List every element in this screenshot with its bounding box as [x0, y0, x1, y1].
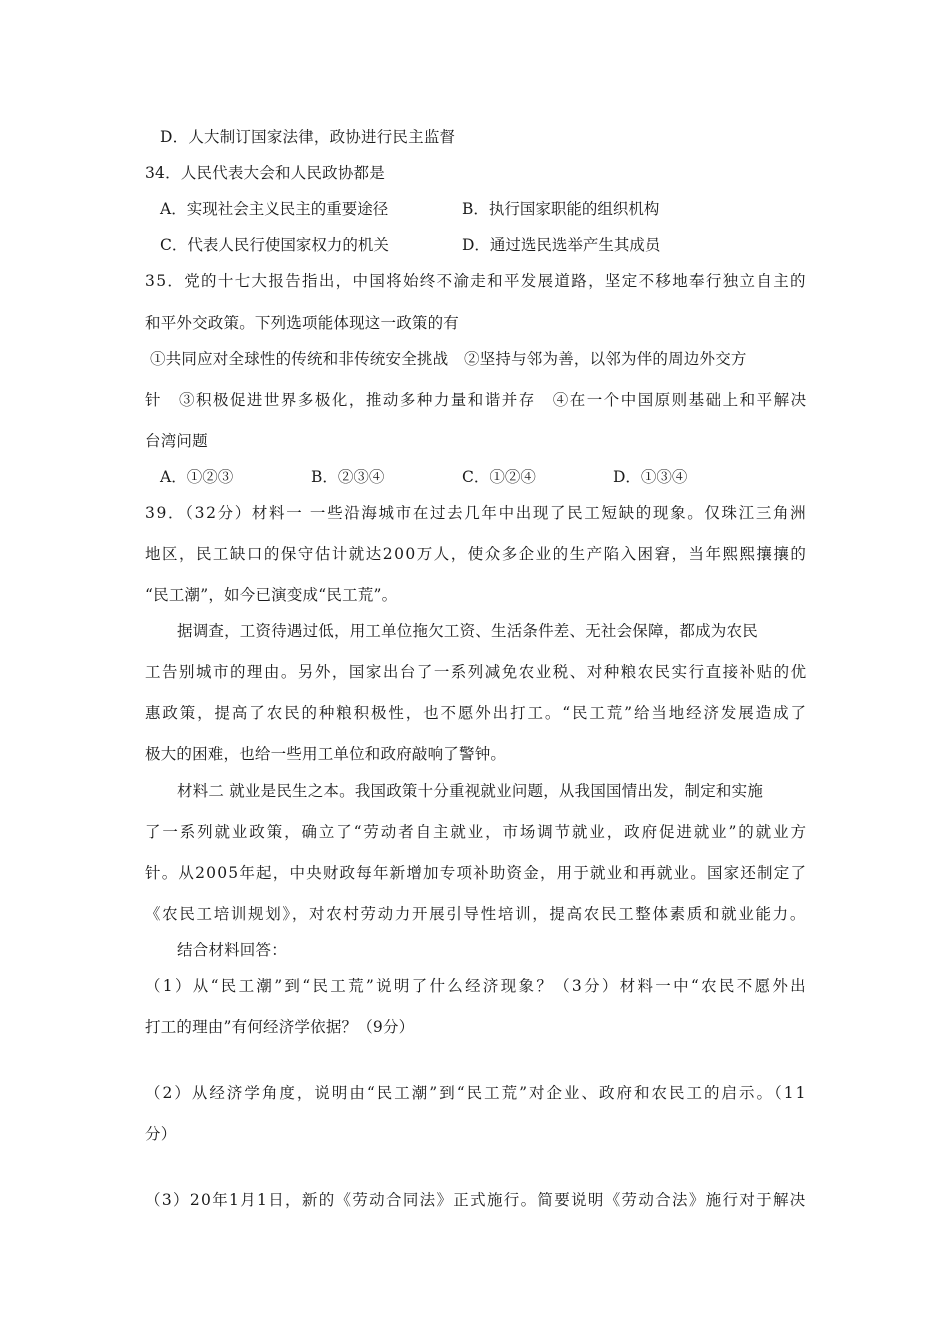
- q35-items-line-2: 针 ③积极促进世界多极化，推动多种力量和谐并存 ④在一个中国原则基础上和平解决: [145, 391, 808, 409]
- q39-paragraph2-line-4: 极大的困难，也给一些用工单位和政府敲响了警钟。: [145, 745, 507, 763]
- q34-option-d: D．通过选民选举产生其成员: [462, 236, 661, 254]
- q34-option-c: C．代表人民行使国家权力的机关: [160, 236, 389, 254]
- q35-option-b: B．②③④: [311, 468, 385, 486]
- q39-sub1-line-1: （1）从“民工潮”到“民工荒”说明了什么经济现象？（3分）材料一中“农民不愿外出: [145, 977, 808, 995]
- q39-sub2-line-1: （2）从经济学角度，说明由“民工潮”到“民工荒”对企业、政府和农民工的启示。（11: [145, 1084, 808, 1102]
- q35-option-d: D．①③④: [613, 468, 688, 486]
- q39-sub2-line-2: 分）: [145, 1125, 177, 1143]
- q34-option-a: A．实现社会主义民主的重要途径: [160, 200, 389, 218]
- q35-items-line-1: ①共同应对全球性的传统和非传统安全挑战 ②坚持与邻为善，以邻为伴的周边外交方: [150, 350, 747, 368]
- q39-material1-line-3: “民工潮”，如今已演变成“民工荒”。: [145, 586, 398, 604]
- q39-material1-line-1: 39．（32分）材料一 一些沿海城市在过去几年中出现了民工短缺的现象。仅珠江三角洲: [145, 504, 808, 522]
- q39-material2-line-4: 《农民工培训规划》，对农村劳动力开展引导性培训，提高农民工整体素质和就业能力。: [145, 905, 808, 923]
- q39-paragraph2-line-3: 惠政策，提高了农民的种粮积极性，也不愿外出打工。“民工荒”给当地经济发展造成了: [145, 704, 808, 722]
- q39-material1-line-2: 地区，民工缺口的保守估计就达200万人，使众多企业的生产陷入困窘，当年熙熙攘攘的: [145, 545, 808, 563]
- q34-stem: 34．人民代表大会和人民政协都是: [145, 164, 385, 182]
- q39-paragraph2-line-2: 工告别城市的理由。另外，国家出台了一系列减免农业税、对种粮农民实行直接补贴的优: [145, 663, 808, 681]
- q33-option-d: D．人大制订国家法律，政协进行民主监督: [160, 128, 456, 146]
- q39-sub1-line-2: 打工的理由”有何经济学依据？（9分）: [145, 1018, 415, 1036]
- q39-material2-line-2: 了一系列就业政策，确立了“劳动者自主就业，市场调节就业，政府促进就业”的就业方: [145, 823, 808, 841]
- q35-option-a: A．①②③: [160, 468, 234, 486]
- q39-sub3-line-1: （3）20年1月1日，新的《劳动合同法》正式施行。简要说明《劳动合法》施行对于解决: [145, 1191, 807, 1209]
- q39-paragraph2-line-1: 据调查，工资待遇过低，用工单位拖欠工资、生活条件差、无社会保障，都成为农民: [177, 622, 758, 640]
- q35-stem-line-2: 和平外交政策。下列选项能体现这一政策的有: [145, 314, 460, 332]
- q34-option-b: B．执行国家职能的组织机构: [462, 200, 660, 218]
- q35-option-c: C．①②④: [462, 468, 536, 486]
- q35-stem-line-1: 35．党的十七大报告指出，中国将始终不渝走和平发展道路，坚定不移地奉行独立自主的: [145, 272, 807, 290]
- q39-prompt: 结合材料回答：: [177, 941, 287, 959]
- q39-material2-line-1: 材料二 就业是民生之本。我国政策十分重视就业问题，从我国国情出发，制定和实施: [177, 782, 764, 800]
- q35-items-line-3: 台湾问题: [145, 432, 208, 450]
- q39-material2-line-3: 针。从2005年起，中央财政每年新增加专项补助资金，用于就业和再就业。国家还制定了: [145, 864, 808, 882]
